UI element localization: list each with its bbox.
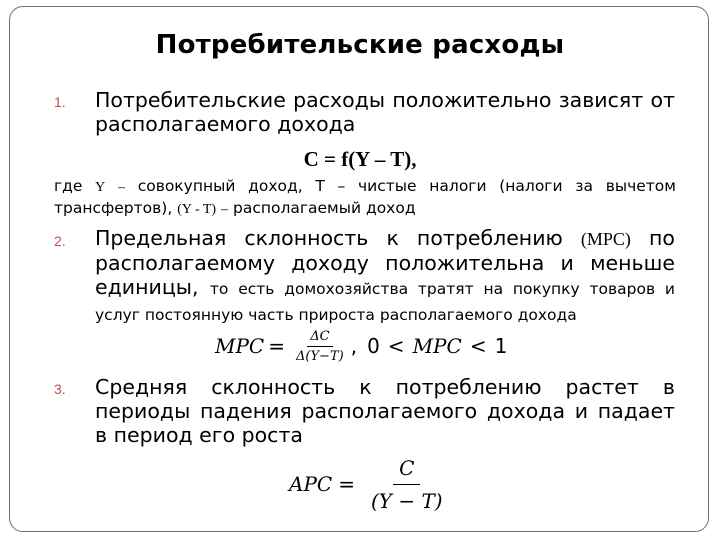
formula-consumption: C = f(Y – T), [303,147,417,171]
item-2-text-c: то есть домохозяйства тратят на покупку товаров и услуг постоянную часть прироста располагаемого дохода [95,280,675,324]
mpc-formula [215,323,507,369]
item-2-mpc-abbr: (MPC) [580,229,631,249]
item-2-number: 2. [54,233,66,249]
item-3-number: 3. [54,381,66,397]
item-1-text: Потребительские расходы положительно зависят от располагаемого дохода [95,88,675,136]
note-y: Y [95,180,106,195]
item-2-text [95,226,675,327]
apc-formula [289,452,453,516]
mpc-numerator: ΔC [307,329,332,347]
item-1-number: 1. [54,94,66,110]
note-prefix: где [54,177,83,195]
mpc-separator: , [350,334,358,358]
mpc-denominator: Δ(Y−T) [296,348,344,364]
note-dash-2: – [221,202,229,217]
mpc-zero: 0 [367,334,380,358]
mpc-eq-sign: = [268,334,286,358]
item-2-text-b: по располагаемому доходу положительна и меньше единицы, [95,226,675,299]
apc-lhs: APC [289,472,333,496]
mpc-less-than-2: < [469,334,487,358]
note-y-minus-t: (Y - T) [177,202,217,217]
apc-eq-sign: = [338,472,355,496]
mpc-lhs: MPC [215,334,265,358]
mpc-fraction [293,329,347,364]
apc-fraction [365,456,449,513]
item-2-text-a: Предельная склонность к потреблению [95,226,563,250]
formula-note [54,176,676,220]
note-part-1: совокупный доход, Т – чистые налоги (налоги за вычетом трансфертов), [54,177,676,217]
slide-title: Потребительские расходы [155,30,565,60]
note-part-2: располагаемый доход [232,199,416,217]
mpc-less-than-1: < [387,334,405,358]
note-dash-1: – [117,180,125,195]
mpc-mid: MPC [412,334,462,358]
apc-denominator: (Y − T) [370,488,443,513]
apc-numerator: C [393,456,420,485]
mpc-one: 1 [494,334,508,358]
item-3-text: Средняя склонность к потреблению растет в периоды падения располагаемого дохода и падает в период его роста [95,375,675,447]
